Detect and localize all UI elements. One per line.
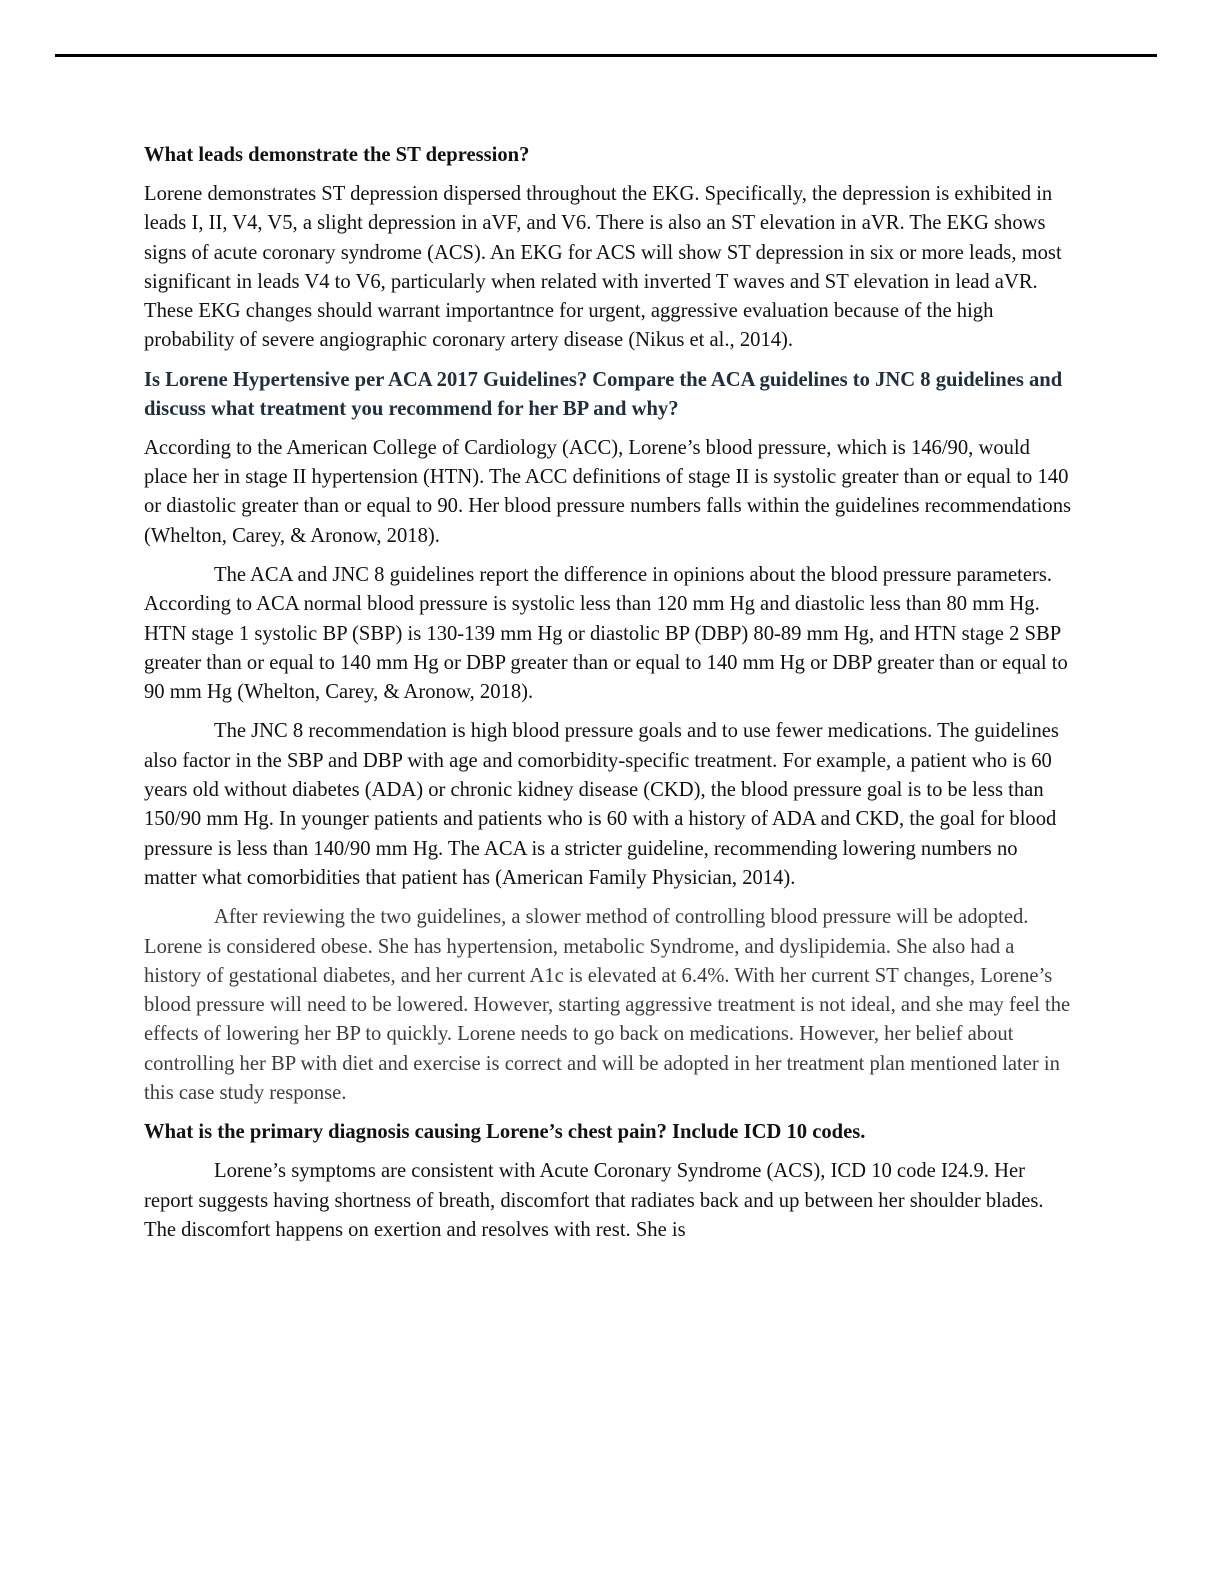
- section-heading-hypertension: Is Lorene Hypertensive per ACA 2017 Guidelines? Compare the ACA guidelines to JNC 8 guidelines and discuss what treatment you recommend for her BP and why?: [144, 368, 1063, 420]
- paragraph-diagnosis: Lorene’s symptoms are consistent with Acute Coronary Syndrome (ACS), ICD 10 code I24.9. Her report suggests having shortness of breath, discomfort that radiates back and up between her shoulder blades. The discomfort happens on exertion and resolves with rest. She is: [144, 1160, 1044, 1241]
- paragraph-jnc8-recommendation: The JNC 8 recommendation is high blood pressure goals and to use fewer medications. The guidelines also factor in the SBP and DBP with age and comorbidity-specific treatment. For example, a patient who is 60 years old without diabetes (ADA) or chronic kidney disease (CKD), the blood pressure goal is to be less than 150/90 mm Hg. In younger patients and patients who is 60 with a history of ADA and CKD, the goal for blood pressure is less than 140/90 mm Hg. The ACA is a stricter guideline, recommending lowering numbers no matter what comorbidities that patient has (American Family Physician, 2014).: [144, 720, 1059, 889]
- paragraph-acc-stage: According to the American College of Cardiology (ACC), Lorene’s blood pressure, which is 146/90, would place her in stage II hypertension (HTN). The ACC definitions of stage II is systolic greater than or equal to 140 or diastolic greater than or equal to 90. Her blood pressure numbers falls within the guidelines recommendations (Whelton, Carey, & Aronow, 2018).: [144, 436, 1072, 547]
- section-heading-primary-diagnosis: What is the primary diagnosis causing Lorene’s chest pain? Include ICD 10 codes.: [144, 1121, 866, 1144]
- header-rule: [55, 54, 1157, 57]
- paragraph-aca-jnc-comparison: The ACA and JNC 8 guidelines report the difference in opinions about the blood pressure parameters. According to ACA normal blood pressure is systolic less than 120 mm Hg and diastolic less than 80 mm Hg. HTN stage 1 systolic BP (SBP) is 130-139 mm Hg or diastolic BP (DBP) 80-89 mm Hg, and HTN stage 2 SBP greater than or equal to 140 mm Hg or DBP greater than or equal to 140 mm Hg or DBP greater than or equal to 90 mm Hg (Whelton, Carey, & Aronow, 2018).: [144, 563, 1068, 704]
- document-body: [144, 141, 1074, 1255]
- paragraph-treatment-plan: After reviewing the two guidelines, a slower method of controlling blood pressure will be adopted. Lorene is considered obese. She has hypertension, metabolic Syndrome, and dyslipidemia. She also had a history of gestational diabetes, and her current A1c is elevated at 6.4%. With her current ST changes, Lorene’s blood pressure will need to be lowered. However, starting aggressive treatment is not ideal, and she may feel the effects of lowering her BP to quickly. Lorene needs to go back on medications. However, her belief about controlling her BP with diet and exercise is correct and will be adopted in her treatment plan mentioned later in this case study response.: [144, 906, 1071, 1105]
- section-heading-st-depression: What leads demonstrate the ST depression?: [144, 144, 530, 166]
- paragraph-st-depression: Lorene demonstrates ST depression dispersed throughout the EKG. Specifically, the depression is exhibited in leads I, II, V4, V5, a slight depression in aVF, and V6. There is also an ST elevation in aVR. The EKG shows signs of acute coronary syndrome (ACS). An EKG for ACS will show ST depression in six or more leads, most significant in leads V4 to V6, particularly when related with inverted T waves and ST elevation in lead aVR. These EKG changes should warrant importantnce for urgent, aggressive evaluation because of the high probability of severe angiographic coronary artery disease (Nikus et al., 2014).: [144, 183, 1062, 352]
